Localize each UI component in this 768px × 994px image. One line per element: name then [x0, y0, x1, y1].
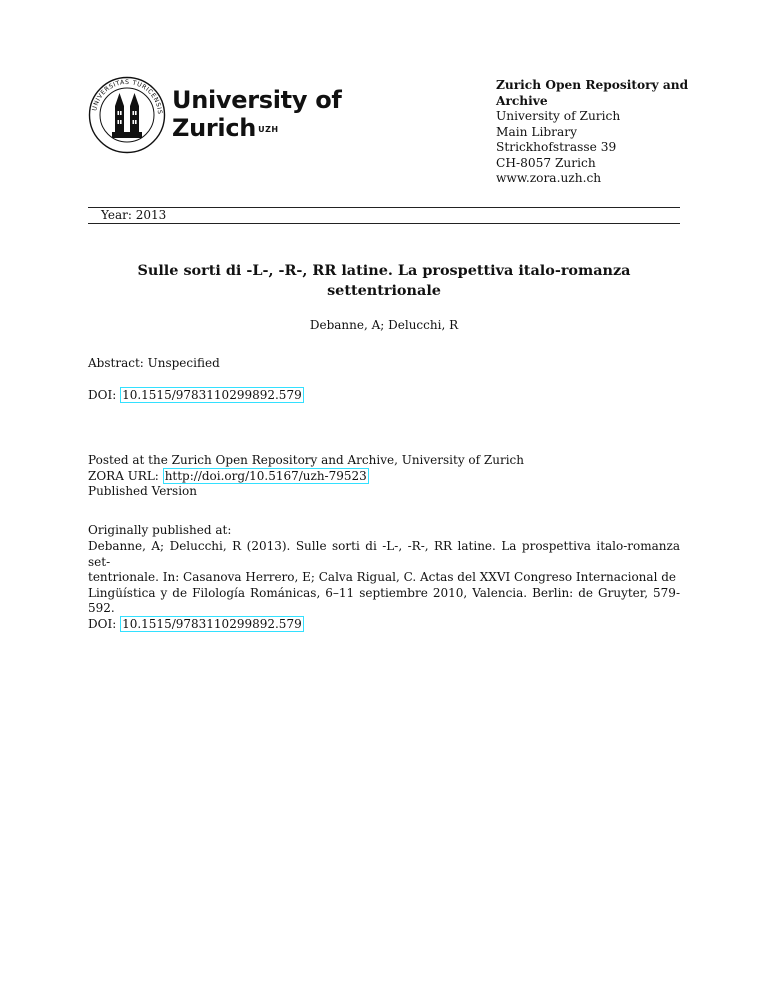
- university-seal-logo: [88, 76, 166, 154]
- paper-authors: Debanne, A; Delucchi, R: [309, 318, 459, 332]
- posted-line: Posted at the Zurich Open Repository and Archive, University of Zurich: [88, 453, 524, 467]
- repository-street: Strickhofstrasse 39: [496, 140, 617, 154]
- publication-year: Year: 2013: [101, 208, 167, 222]
- university-wordmark: [172, 86, 342, 142]
- citation-doi-label: DOI:: [88, 616, 117, 631]
- repository-name-line2: Archive: [496, 93, 548, 108]
- abstract: Abstract: Unspecified: [88, 356, 220, 370]
- repository-address: [496, 78, 696, 187]
- citation-line3: Lingüística y de Filología Románicas, 6–11 septiembre 2010, Valencia. Berlin: de Gruyter, 579-592.: [88, 585, 680, 616]
- citation-line1: Debanne, A; Delucchi, R (2013). Sulle sorti di -L-, -R-, RR latine. La prospettiva italo-romanza set-: [88, 539, 680, 569]
- header-rule-bottom: [88, 223, 680, 224]
- posted-block: [88, 453, 688, 500]
- repository-website[interactable]: www.zora.uzh.ch: [496, 171, 602, 185]
- wordmark-suffix: UZH: [258, 125, 279, 134]
- doi-line: [88, 388, 304, 404]
- zora-url-link[interactable]: http://doi.org/10.5167/uzh-79523: [164, 468, 367, 483]
- wordmark-line1: University of: [172, 86, 342, 114]
- header-rule-top: [88, 207, 680, 208]
- seal-text: UNIVERSITAS TURICENSIS: [91, 78, 164, 115]
- svg-text:UNIVERSITAS TURICENSIS: [91, 79, 163, 115]
- repository-library: Main Library: [496, 124, 577, 139]
- paper-title: Sulle sorti di -L-, -R-, RR latine. La prospettiva italo-romanza settentrionale: [137, 262, 631, 299]
- repository-university: University of Zurich: [496, 109, 621, 123]
- repository-city: CH-8057 Zurich: [496, 155, 596, 170]
- zora-url-label: ZORA URL:: [88, 468, 159, 483]
- originally-published-label: Originally published at:: [88, 523, 232, 537]
- doi-label: DOI:: [88, 388, 117, 402]
- citation-doi-link[interactable]: 10.1515/9783110299892.579: [122, 616, 302, 631]
- citation-block: [88, 539, 680, 633]
- published-version: Published Version: [88, 484, 197, 499]
- citation-line2: tentrionale. In: Casanova Herrero, E; Calva Rigual, C. Actas del XXVI Congreso Internacional de: [88, 570, 676, 585]
- repository-name-line1: Zurich Open Repository and: [496, 78, 689, 92]
- doi-link[interactable]: 10.1515/9783110299892.579: [122, 388, 302, 402]
- wordmark-line2: Zurich: [172, 114, 257, 142]
